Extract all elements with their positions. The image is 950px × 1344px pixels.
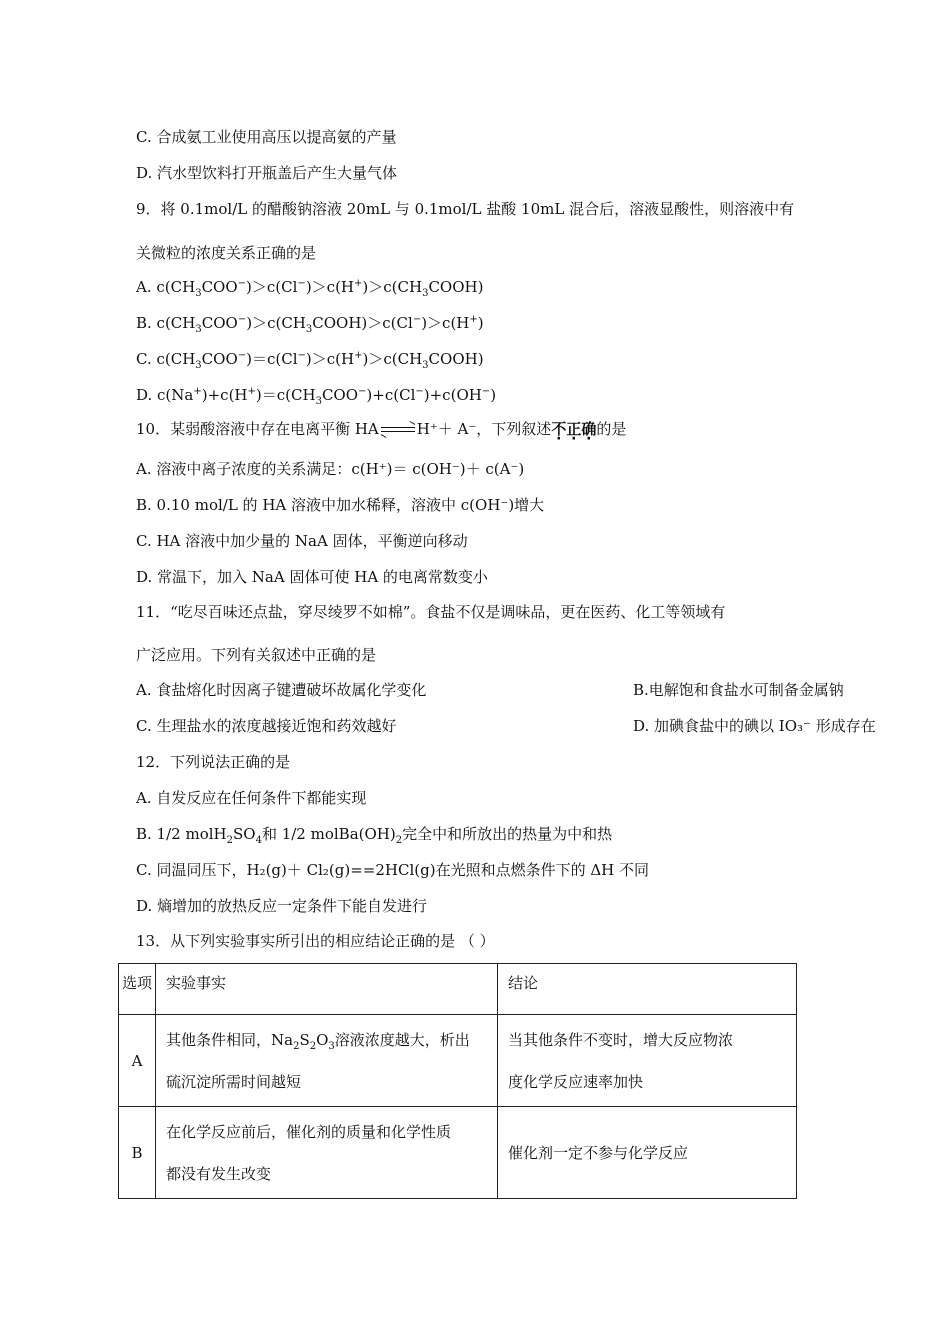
q11-option-b: B.电解饱和食盐水可制备金属钠 bbox=[633, 681, 844, 699]
q9-option-b: B. $c(CH_3COO^-)>c(CH_3COOH)>c(Cl^-)>c(H^+)$ bbox=[136, 314, 484, 335]
q8-option-c: C. 合成氨工业使用高压以提高氨的产量 bbox=[136, 128, 397, 146]
q10-option-d: D. 常温下，加入 NaA 固体可使 HA 的电离常数变小 bbox=[136, 568, 488, 586]
q11-option-a: A. 食盐熔化时因离子键遭破坏故属化学变化 bbox=[136, 681, 427, 699]
header-conclusion: 结论 bbox=[498, 964, 797, 1015]
header-option: 选项 bbox=[119, 964, 156, 1015]
q10-option-b: B. 0.10 mol/L 的 HA 溶液中加水稀释，溶液中 c(OH⁻)增大 bbox=[136, 496, 545, 514]
q9-stem-line2: 关微粒的浓度关系正确的是 bbox=[136, 244, 317, 262]
row-conclusion: 当其他条件不变时，增大反应物浓 度化学反应速率加快 bbox=[498, 1015, 797, 1107]
q13-stem: 13．从下列实验事实所引出的相应结论正确的是 （ ） bbox=[136, 932, 495, 950]
q11-options-row1 bbox=[136, 680, 844, 700]
table-row bbox=[119, 1015, 797, 1107]
row-fact: 在化学反应前后，催化剂的质量和化学性质 都没有发生改变 bbox=[156, 1107, 498, 1199]
q11-option-c: C. 生理盐水的浓度越接近饱和药效越好 bbox=[136, 717, 397, 735]
table-header-row bbox=[119, 964, 797, 1015]
q12-option-c: C. 同温同压下，H₂(g)＋ Cl₂(g)==2HCl(g)在光照和点燃条件下的 ΔH 不同 bbox=[136, 861, 650, 879]
row-option: B bbox=[119, 1107, 156, 1199]
q12-option-d: D. 熵增加的放热反应一定条件下能自发进行 bbox=[136, 897, 428, 915]
q9-option-d: D. $c(Na^+)+c(H^+)=c(CH_3COO^-)+c(Cl^-)+c(OH^-)$ bbox=[136, 386, 497, 407]
equilibrium-arrow-icon bbox=[381, 425, 415, 435]
q12-stem: 12．下列说法正确的是 bbox=[136, 753, 291, 771]
emphasis-not-correct: 不正确 bbox=[551, 420, 597, 438]
q12-option-a: A. 自发反应在任何条件下都能实现 bbox=[136, 789, 367, 807]
table-row bbox=[119, 1107, 797, 1199]
q12-option-b: B. 1/2 $molH_2SO_4$和 1/2 $molBa(OH)_2$完全中和所放出的热量为中和热 bbox=[136, 825, 613, 846]
row-conclusion: 催化剂一定不参与化学反应 bbox=[498, 1107, 797, 1199]
q8-option-d: D. 汽水型饮料打开瓶盖后产生大量气体 bbox=[136, 164, 398, 182]
q11-options-row2 bbox=[136, 716, 876, 736]
q9-option-a: A. $c(CH_3COO^-)>c(Cl^-)>c(H^+)>c(CH_3COOH)$ bbox=[136, 278, 484, 299]
q9-stem-line1: 9．将 0.1mol/L 的醋酸钠溶液 20mL 与 0.1mol/L 盐酸 10mL 混合后，溶液显酸性，则溶液中有 bbox=[136, 200, 795, 218]
row-option: A bbox=[119, 1015, 156, 1107]
q10-option-c: C. HA 溶液中加少量的 NaA 固体，平衡逆向移动 bbox=[136, 532, 468, 550]
experiment-table bbox=[118, 963, 797, 1199]
header-fact: 实验事实 bbox=[156, 964, 498, 1015]
q11-option-d: D. 加碘食盐中的碘以 IO₃⁻ 形成存在 bbox=[633, 717, 876, 735]
q10-option-a: A. 溶液中离子浓度的关系满足：c(H⁺)＝ c(OH⁻)＋ c(A⁻) bbox=[136, 460, 525, 478]
row-fact: 其他条件相同，$Na_2S_2O_3$溶液浓度越大，析出 硫沉淀所需时间越短 bbox=[156, 1015, 498, 1107]
q11-stem-line1: 11．“吃尽百味还点盐，穿尽绫罗不如棉”。食盐不仅是调味品，更在医药、化工等领域有 bbox=[136, 603, 726, 621]
q9-option-c: C. $c(CH_3COO^-)=c(Cl^-)>c(H^+)>c(CH_3COOH)$ bbox=[136, 350, 484, 371]
q10-stem: 10．某弱酸溶液中存在电离平衡 HA H⁺＋ A⁻，下列叙述不正确的是 bbox=[136, 420, 627, 438]
q11-stem-line2: 广泛应用。下列有关叙述中正确的是 bbox=[136, 646, 377, 664]
